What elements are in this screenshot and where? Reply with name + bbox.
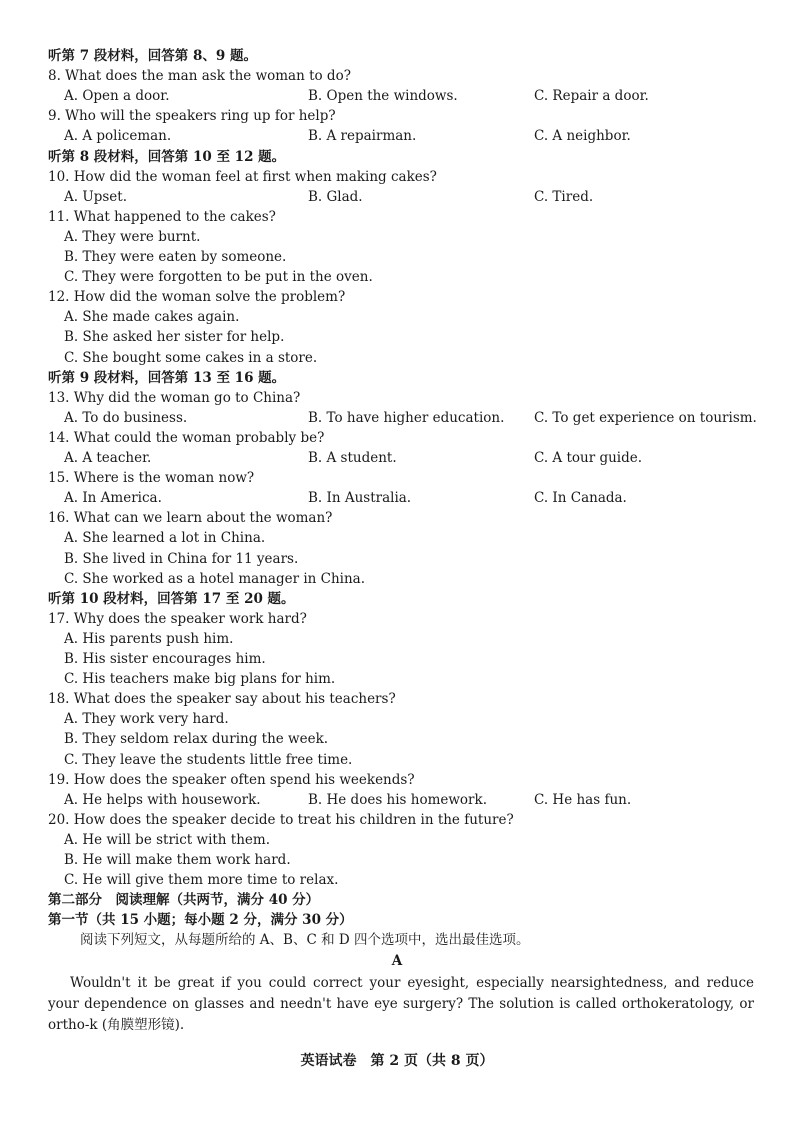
answer-options-row	[48, 86, 754, 106]
answer-options-row	[48, 488, 754, 508]
option-b: B. Glad.	[308, 188, 363, 205]
page-footer: 英语试卷 第 2 页（共 8 页）	[300, 1053, 494, 1069]
option-a: A. Upset.	[64, 188, 127, 205]
option-c: C. To get experience on tourism.	[534, 409, 757, 426]
answer-option: B. They seldom relax during the week.	[64, 731, 329, 748]
answer-option: C. They were forgotten to be put in the oven.	[64, 269, 373, 286]
option-b: B. In Australia.	[308, 490, 412, 507]
section-heading: 听第 7 段材料，回答第 8、9 题。	[48, 48, 257, 64]
answer-option: C. They leave the students little free time.	[64, 751, 353, 768]
answer-options-row	[48, 187, 754, 207]
option-c: C. He has fun.	[534, 791, 632, 808]
answer-option: A. He will be strict with them.	[64, 831, 270, 848]
question-stem: 8. What does the man ask the woman to do?	[48, 68, 351, 85]
question-stem: 16. What can we learn about the woman?	[48, 510, 333, 527]
answer-options-row	[48, 126, 754, 146]
section-heading: 听第 8 段材料，回答第 10 至 12 题。	[48, 148, 286, 165]
option-a: A. Open a door.	[64, 88, 170, 105]
option-c: C. Repair a door.	[534, 88, 649, 105]
answer-option: C. She worked as a hotel manager in China.	[64, 570, 365, 587]
option-a: A. A policeman.	[64, 128, 172, 145]
option-c: C. A neighbor.	[534, 128, 631, 145]
answer-options-row	[48, 408, 757, 428]
instruction-text: 阅读下列短文，从每题所给的 A、B、C 和 D 四个选项中，选出最佳选项。	[80, 932, 530, 949]
question-stem: 15. Where is the woman now?	[48, 470, 255, 487]
option-c: C. In Canada.	[534, 490, 627, 507]
answer-option: A. His parents push him.	[64, 630, 234, 647]
passage-label: A	[391, 952, 403, 969]
option-b: B. To have higher education.	[308, 409, 505, 426]
question-stem: 9. Who will the speakers ring up for help?	[48, 108, 336, 125]
option-a: A. In America.	[64, 490, 162, 507]
answer-option: A. She learned a lot in China.	[64, 530, 266, 547]
answer-options-row	[48, 790, 754, 810]
answer-option: A. They work very hard.	[64, 711, 229, 728]
answer-option: A. They were burnt.	[64, 228, 201, 245]
option-b: B. A repairman.	[308, 128, 417, 145]
section-heading: 听第 9 段材料，回答第 13 至 16 题。	[48, 369, 286, 386]
question-stem: 11. What happened to the cakes?	[48, 208, 276, 225]
option-b: B. Open the windows.	[308, 88, 458, 105]
question-stem: 10. How did the woman feel at first when making cakes?	[48, 168, 437, 185]
question-stem: 12. How did the woman solve the problem?	[48, 289, 346, 306]
answer-option: A. She made cakes again.	[64, 309, 240, 326]
option-a: A. A teacher.	[64, 450, 152, 466]
option-b: B. He does his homework.	[308, 791, 487, 808]
question-stem: 17. Why does the speaker work hard?	[48, 610, 307, 627]
question-stem: 19. How does the speaker often spend his weekends?	[48, 771, 415, 788]
answer-option: B. His sister encourages him.	[64, 651, 266, 667]
answer-option: B. They were eaten by someone.	[64, 249, 287, 265]
answer-option: C. He will give them more time to relax.	[64, 872, 339, 889]
question-stem: 18. What does the speaker say about his teachers?	[48, 691, 396, 708]
option-c: C. Tired.	[534, 188, 594, 205]
option-c: C. A tour guide.	[534, 450, 643, 466]
answer-options-row	[48, 448, 754, 468]
answer-option: B. He will make them work hard.	[64, 852, 291, 868]
answer-option: B. She lived in China for 11 years.	[64, 550, 299, 567]
option-a: A. He helps with housework.	[64, 791, 261, 808]
answer-option: B. She asked her sister for help.	[64, 329, 285, 346]
answer-option: C. His teachers make big plans for him.	[64, 671, 336, 688]
question-stem: 13. Why did the woman go to China?	[48, 389, 301, 406]
section-heading: 第二部分 阅读理解（共两节，满分 40 分）	[48, 892, 320, 909]
section-heading: 第一节（共 15 小题；每小题 2 分，满分 30 分）	[48, 912, 353, 929]
question-stem: 20. How does the speaker decide to treat his children in the future?	[48, 811, 514, 828]
reading-passage: Wouldn't it be great if you could correct your eyesight, especially nearsightedness, and reduce your dependence on glasses and needn't have eye surgery? The solution is called orthokeratology, or ortho-k (角膜塑形镜).	[48, 974, 754, 1033]
section-heading: 听第 10 段材料，回答第 17 至 20 题。	[48, 590, 295, 607]
option-a: A. To do business.	[64, 409, 188, 426]
option-b: B. A student.	[308, 450, 397, 466]
question-stem: 14. What could the woman probably be?	[48, 429, 325, 446]
answer-option: C. She bought some cakes in a store.	[64, 349, 318, 366]
